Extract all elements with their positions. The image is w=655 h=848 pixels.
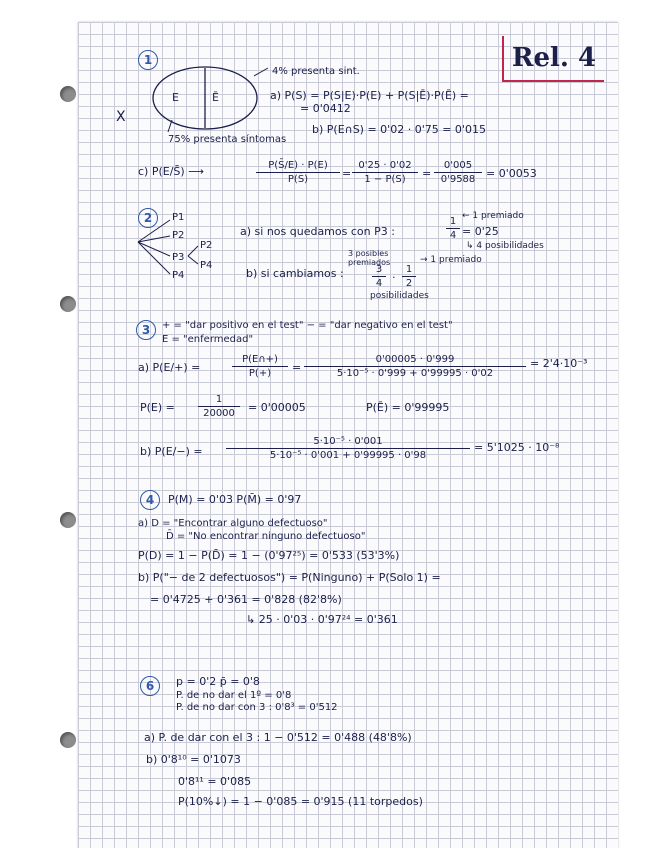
venn-diagram: [150, 64, 270, 136]
q1c-fraction-3: [434, 160, 482, 185]
q3-def-1: + = "dar positivo en el test" − = "dar negativo en el test": [162, 320, 453, 331]
q3b-result: = 5'1025 · 10⁻⁸: [474, 441, 560, 454]
margin-mark: X: [116, 109, 126, 125]
q3-pe-lead: P(E) =: [140, 401, 175, 414]
q6-line-3: P. de no dar con 3 : 0'8³ = 0'512: [176, 702, 338, 713]
q1c-result: = 0'0053: [486, 167, 537, 180]
q4-pd: P(D) = 1 − P(D̄) = 1 − (0'97²⁵) = 0'533 (53'3%): [138, 549, 400, 562]
q3a-fraction-1: [232, 354, 288, 379]
q2b-note-c: posibilidades: [370, 291, 429, 301]
binder-hole: [60, 512, 76, 528]
q1c-f3-den: 0'9588: [440, 174, 476, 185]
q2b-f2-den: 2: [405, 278, 413, 289]
q2b-note-b: → 1 premiado: [420, 255, 482, 265]
q3b-fraction: [226, 436, 470, 461]
tree-node-p1: P1: [172, 212, 185, 223]
q6b-line-1: b) 0'8¹⁰ = 0'1073: [146, 753, 241, 766]
q1c-fraction-1: [256, 160, 340, 185]
q3b-den: 5·10⁻⁵ · 0'001 + 0'99995 · 0'98: [269, 450, 427, 461]
tree-node-p4: P4: [200, 260, 213, 271]
q4-probs: P(M) = 0'03 P(M̄) = 0'97: [168, 493, 302, 506]
q3-pe-fraction: [198, 394, 240, 419]
binder-hole: [60, 86, 76, 102]
q6b-line-2: 0'8¹¹ = 0'085: [178, 775, 252, 788]
q1c-fraction-2: [352, 160, 418, 185]
question-number-4: 4: [140, 490, 160, 510]
q3-pe-complement: P(Ē) = 0'99995: [366, 401, 450, 414]
question-number-6: 6: [140, 676, 160, 696]
q2b-note-a: 3 posibles premiados: [348, 249, 391, 267]
q3a-result: = 2'4·10⁻³: [530, 357, 588, 370]
q3a-fraction-2: [304, 354, 526, 379]
q4b-line-3: ↳ 25 · 0'03 · 0'97²⁴ = 0'361: [246, 613, 398, 626]
venn-note-bottom: 75% presenta síntomas: [168, 134, 287, 145]
notebook-page: [78, 22, 618, 848]
question-number-2: 2: [138, 208, 158, 228]
binder-hole: [60, 732, 76, 748]
q3a-lead: a) P(E/+) =: [138, 361, 201, 374]
q4a-def-2: D̄ = "No encontrar ninguno defectuoso": [166, 531, 366, 542]
q4b-line-2: = 0'4725 + 0'361 = 0'828 (82'8%): [150, 593, 342, 606]
q1c-f1-num: P(S̄/E) · P(E): [268, 160, 328, 171]
q2a-lead: a) si nos quedamos con P3 :: [240, 225, 395, 238]
q3a-f2-num: 0'00005 · 0'999: [375, 354, 455, 365]
q3-pe-num: 1: [215, 394, 223, 405]
q1c-lead: c) P(E/S̄) ⟶: [138, 165, 204, 178]
page-title: Rel. 4: [502, 36, 604, 82]
q3a-f1-num: P(E∩+): [242, 354, 278, 365]
q2b-fraction-1: [372, 264, 386, 289]
q3-def-2: E = "enfermedad": [162, 334, 254, 345]
q1c-f2-den: 1 − P(S): [364, 174, 406, 185]
venn-label-e-bar: Ē: [212, 91, 219, 104]
q4a-def-1: a) D = "Encontrar alguno defectuoso": [138, 518, 328, 529]
q2a-fraction: [446, 216, 460, 241]
q1a-line2: = 0'0412: [300, 102, 351, 115]
q2a-den: 4: [449, 230, 457, 241]
q6b-line-3: P(10%↓) = 1 − 0'085 = 0'915 (11 torpedos): [178, 795, 423, 808]
q2b-lead: b) si cambiamos :: [246, 267, 344, 280]
q6a-line: a) P. de dar con el 3 : 1 − 0'512 = 0'488 (48'8%): [144, 731, 412, 744]
venn-note-top: 4% presenta sint.: [272, 66, 360, 77]
venn-label-e: E: [172, 91, 179, 104]
q2b-fraction-2: [402, 264, 416, 289]
q3a-f2-den: 5·10⁻⁵ · 0'999 + 0'99995 · 0'02: [336, 368, 494, 379]
tree-node-p4b: P4: [172, 270, 185, 281]
binder-hole: [60, 296, 76, 312]
q3-pe-value: = 0'00005: [248, 401, 306, 414]
tree-node-p3: P3: [172, 252, 185, 263]
q6-line-2: P. de no dar el 1º = 0'8: [176, 690, 292, 701]
q3b-lead: b) P(E/−) =: [140, 445, 203, 458]
q4b-line-1: b) P("− de 2 defectuosos") = P(Ninguno) + P(Solo 1) =: [138, 571, 441, 584]
question-number-1: 1: [138, 50, 158, 70]
q2b-f1-den: 4: [375, 278, 383, 289]
tree-node-p2b: P2: [200, 240, 213, 251]
q1c-f1-den: P(S̄): [287, 174, 309, 185]
q1a-line1: a) P(S) = P(S|E)·P(E) + P(S|Ē)·P(Ē) =: [270, 89, 469, 102]
q2a-num: 1: [449, 216, 457, 227]
q1c-f3-num: 0'005: [443, 160, 473, 171]
q1c-f2-num: 0'25 · 0'02: [358, 160, 412, 171]
q6-line-1: p = 0'2 p̄ = 0'8: [176, 675, 260, 688]
q3a-f1-den: P(+): [248, 368, 272, 379]
q1b-line: b) P(E∩S) = 0'02 · 0'75 = 0'015: [312, 123, 486, 136]
q3-pe-den: 20000: [203, 408, 235, 419]
q2b-f1-num: 3: [375, 264, 383, 275]
q3b-num: 5·10⁻⁵ · 0'001: [313, 436, 383, 447]
q2a-result: = 0'25: [462, 225, 499, 238]
question-number-3: 3: [136, 320, 156, 340]
q2b-f2-num: 1: [405, 264, 413, 275]
q2a-note-top: ← 1 premiado: [462, 211, 524, 221]
q2a-note-bottom: ↳ 4 posibilidades: [466, 241, 544, 251]
tree-node-p2: P2: [172, 230, 185, 241]
